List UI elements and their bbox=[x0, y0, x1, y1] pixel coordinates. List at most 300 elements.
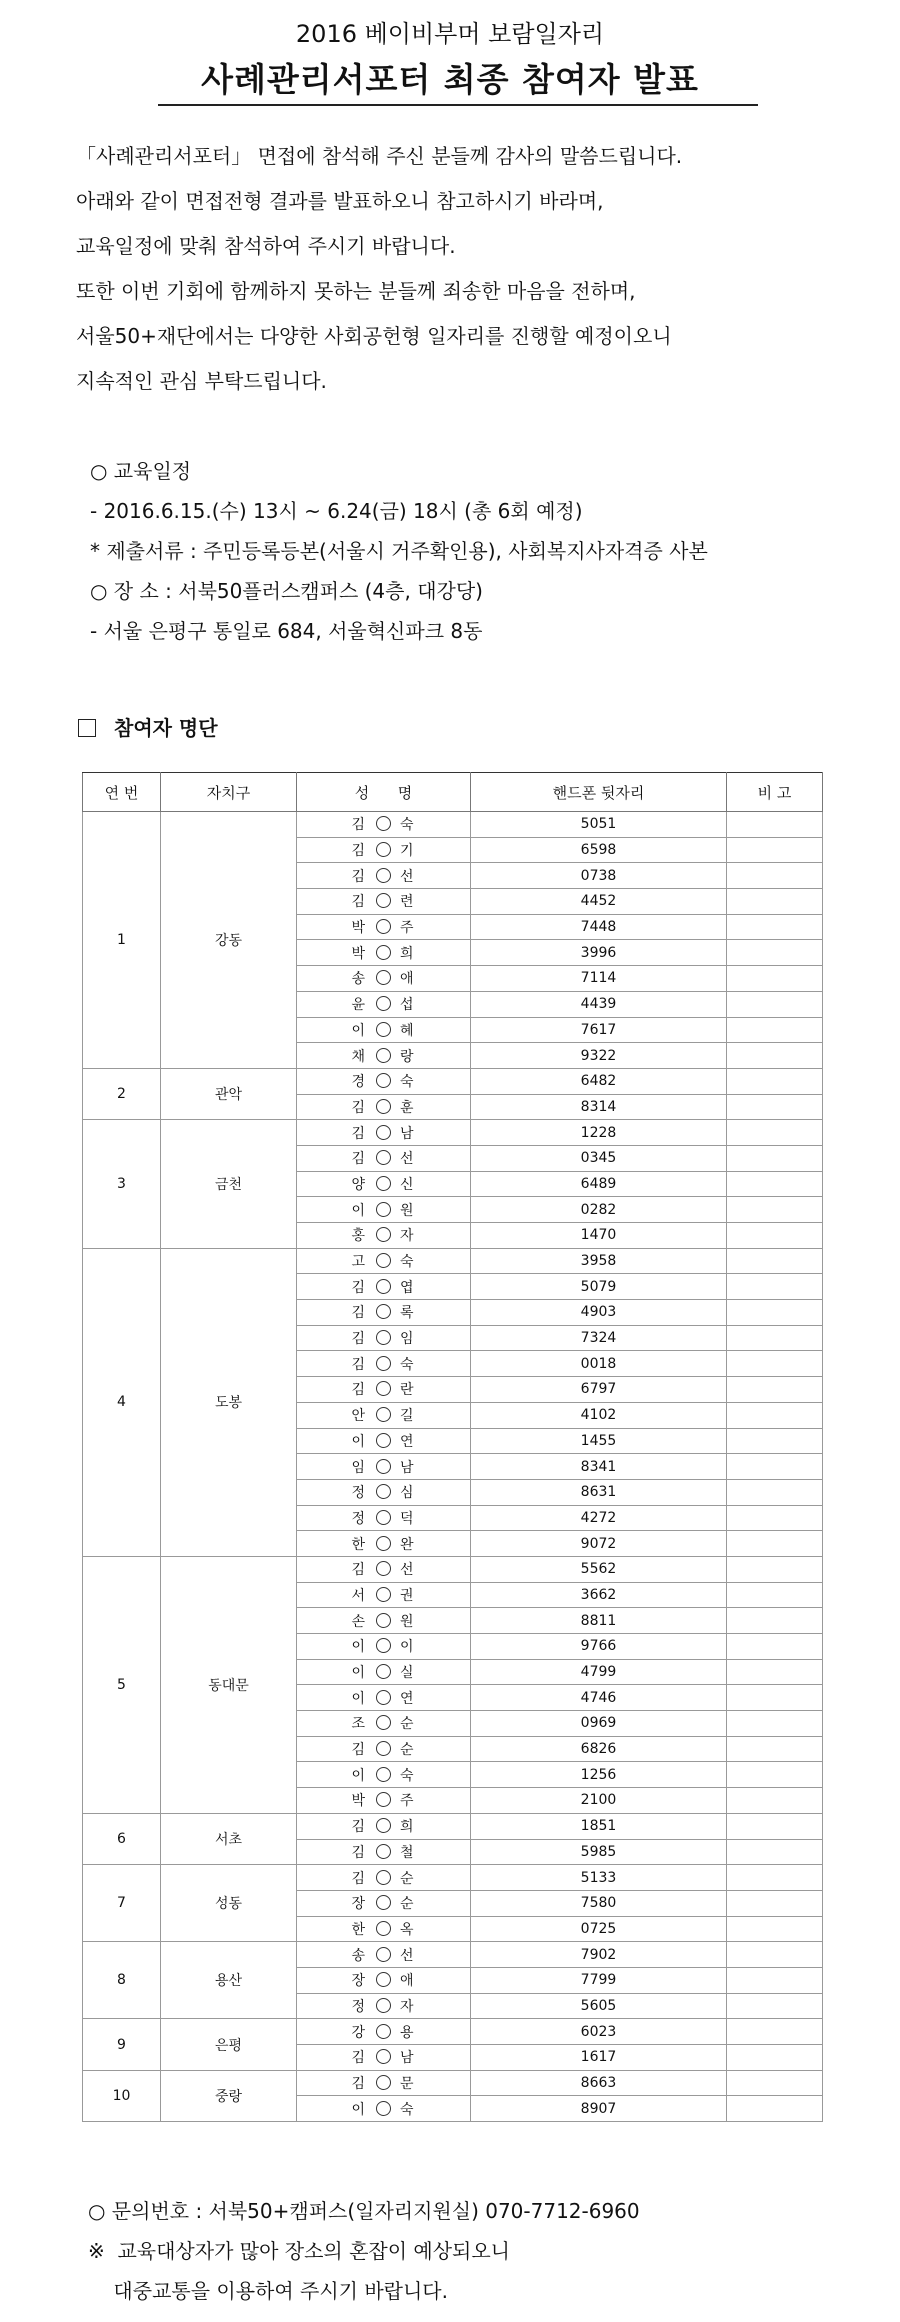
phone-last-digits: 5079 bbox=[471, 1274, 727, 1300]
note-cell bbox=[727, 1428, 823, 1454]
participant-name bbox=[297, 1839, 471, 1865]
table-row bbox=[83, 1813, 823, 1839]
phone-last-digits: 4439 bbox=[471, 991, 727, 1017]
group-district: 동대문 bbox=[161, 1556, 297, 1813]
table-body bbox=[83, 812, 823, 2122]
name-family: 장 bbox=[351, 1896, 367, 1913]
group-district: 성동 bbox=[161, 1865, 297, 1942]
intro-paragraph bbox=[76, 140, 856, 410]
name-family: 이 bbox=[351, 1433, 367, 1450]
name-family: 정 bbox=[351, 1998, 367, 2015]
name-family: 김 bbox=[351, 1742, 367, 1759]
phone-last-digits: 1455 bbox=[471, 1428, 727, 1454]
phone-last-digits: 7799 bbox=[471, 1967, 727, 1993]
name-family: 김 bbox=[351, 1151, 367, 1168]
name-family: 한 bbox=[351, 1921, 367, 1938]
phone-last-digits: 4746 bbox=[471, 1685, 727, 1711]
participant-name bbox=[297, 1325, 471, 1351]
masked-circle-icon bbox=[376, 1125, 391, 1140]
page-title: 사례관리서포터 최종 참여자 발표 bbox=[201, 60, 699, 99]
intro-line: 아래와 같이 면접전형 결과를 발표하오니 참고하시기 바라며, bbox=[76, 189, 604, 213]
masked-circle-icon bbox=[376, 1664, 391, 1679]
name-family: 조 bbox=[351, 1716, 367, 1733]
name-given: 애 bbox=[400, 1973, 416, 1990]
participant-name bbox=[297, 1120, 471, 1146]
participant-name bbox=[297, 1171, 471, 1197]
name-given: 권 bbox=[400, 1587, 416, 1604]
name-family: 송 bbox=[351, 971, 367, 988]
masked-circle-icon bbox=[376, 1587, 391, 1602]
name-family: 고 bbox=[351, 1254, 367, 1271]
col-header-number: 연 번 bbox=[83, 773, 161, 812]
note-cell bbox=[727, 1556, 823, 1582]
masked-circle-icon bbox=[376, 1279, 391, 1294]
phone-last-digits: 6797 bbox=[471, 1377, 727, 1403]
note-cell bbox=[727, 1865, 823, 1891]
participant-name bbox=[297, 1402, 471, 1428]
masked-circle-icon bbox=[376, 1844, 391, 1859]
masked-circle-icon bbox=[376, 1561, 391, 1576]
phone-last-digits: 8314 bbox=[471, 1094, 727, 1120]
note-cell bbox=[727, 991, 823, 1017]
phone-last-digits: 4903 bbox=[471, 1300, 727, 1326]
name-given: 숙 bbox=[400, 2101, 416, 2118]
name-given: 애 bbox=[400, 971, 416, 988]
masked-circle-icon bbox=[376, 1433, 391, 1448]
name-given: 자 bbox=[400, 1228, 416, 1245]
name-given: 심 bbox=[400, 1485, 416, 1502]
name-family: 이 bbox=[351, 1639, 367, 1656]
participant-name bbox=[297, 1274, 471, 1300]
name-given: 문 bbox=[400, 2076, 416, 2093]
phone-last-digits: 1851 bbox=[471, 1813, 727, 1839]
name-family: 박 bbox=[351, 1793, 367, 1810]
masked-circle-icon bbox=[376, 1048, 391, 1063]
note-cell bbox=[727, 2070, 823, 2096]
name-given: 덕 bbox=[400, 1510, 416, 1527]
name-family: 강 bbox=[351, 2024, 367, 2041]
name-given: 희 bbox=[400, 1819, 416, 1836]
note-cell bbox=[727, 1094, 823, 1120]
checkbox-square-icon bbox=[78, 719, 96, 737]
masked-circle-icon bbox=[376, 1947, 391, 1962]
masked-circle-icon bbox=[376, 970, 391, 985]
note-cell bbox=[727, 1248, 823, 1274]
phone-last-digits: 7114 bbox=[471, 966, 727, 992]
phone-last-digits: 2100 bbox=[471, 1788, 727, 1814]
group-number: 6 bbox=[83, 1813, 161, 1864]
name-given: 철 bbox=[400, 1844, 416, 1861]
name-given: 랑 bbox=[400, 1048, 416, 1065]
note-cell bbox=[727, 966, 823, 992]
footer-line: 대중교통을 이용하여 주시기 바랍니다. bbox=[88, 2279, 448, 2303]
name-given: 희 bbox=[400, 945, 416, 962]
name-family: 김 bbox=[351, 1870, 367, 1887]
name-family: 김 bbox=[351, 843, 367, 860]
intro-line: 또한 이번 기회에 함께하지 못하는 분들께 죄송한 마음을 전하며, bbox=[76, 279, 636, 303]
masked-circle-icon bbox=[376, 1150, 391, 1165]
note-cell bbox=[727, 837, 823, 863]
table-row bbox=[83, 1248, 823, 1274]
participant-name bbox=[297, 1454, 471, 1480]
masked-circle-icon bbox=[376, 1022, 391, 1037]
name-family: 이 bbox=[351, 2101, 367, 2118]
phone-last-digits: 6598 bbox=[471, 837, 727, 863]
phone-last-digits: 5562 bbox=[471, 1556, 727, 1582]
group-district: 서초 bbox=[161, 1813, 297, 1864]
masked-circle-icon bbox=[376, 1921, 391, 1936]
name-family: 김 bbox=[351, 1382, 367, 1399]
participant-name bbox=[297, 1479, 471, 1505]
note-cell bbox=[727, 889, 823, 915]
phone-last-digits: 5985 bbox=[471, 1839, 727, 1865]
table-row bbox=[83, 2070, 823, 2096]
phone-last-digits: 0969 bbox=[471, 1711, 727, 1737]
name-given: 선 bbox=[400, 1151, 416, 1168]
participant-name bbox=[297, 1248, 471, 1274]
participant-name bbox=[297, 1428, 471, 1454]
table-row bbox=[83, 2019, 823, 2045]
participant-name bbox=[297, 1223, 471, 1249]
footer-line: ※ 교육대상자가 많아 장소의 혼잡이 예상되오니 bbox=[88, 2239, 510, 2263]
note-cell bbox=[727, 2045, 823, 2071]
name-given: 남 bbox=[400, 1125, 416, 1142]
participant-name bbox=[297, 1377, 471, 1403]
masked-circle-icon bbox=[376, 1767, 391, 1782]
participant-name bbox=[297, 1608, 471, 1634]
name-family: 이 bbox=[351, 1767, 367, 1784]
note-cell bbox=[727, 1145, 823, 1171]
masked-circle-icon bbox=[376, 1613, 391, 1628]
phone-last-digits: 6489 bbox=[471, 1171, 727, 1197]
participant-name bbox=[297, 1659, 471, 1685]
name-family: 정 bbox=[351, 1510, 367, 1527]
name-given: 숙 bbox=[400, 1767, 416, 1784]
name-given: 숙 bbox=[400, 817, 416, 834]
name-given: 련 bbox=[400, 894, 416, 911]
note-cell bbox=[727, 1454, 823, 1480]
participant-name bbox=[297, 1685, 471, 1711]
name-family: 김 bbox=[351, 2050, 367, 2067]
name-given: 연 bbox=[400, 1690, 416, 1707]
phone-last-digits: 0725 bbox=[471, 1916, 727, 1942]
name-given: 임 bbox=[400, 1331, 416, 1348]
group-number: 7 bbox=[83, 1865, 161, 1942]
name-given: 순 bbox=[400, 1870, 416, 1887]
participant-name bbox=[297, 1043, 471, 1069]
masked-circle-icon bbox=[376, 1638, 391, 1653]
note-cell bbox=[727, 1300, 823, 1326]
section-heading bbox=[78, 712, 218, 741]
name-family: 정 bbox=[351, 1485, 367, 1502]
name-given: 선 bbox=[400, 1562, 416, 1579]
note-cell bbox=[727, 940, 823, 966]
phone-last-digits: 6023 bbox=[471, 2019, 727, 2045]
name-family: 이 bbox=[351, 1690, 367, 1707]
masked-circle-icon bbox=[376, 2024, 391, 2039]
phone-last-digits: 5605 bbox=[471, 1993, 727, 2019]
name-given: 란 bbox=[400, 1382, 416, 1399]
participant-name bbox=[297, 914, 471, 940]
note-cell bbox=[727, 812, 823, 838]
participant-name bbox=[297, 1788, 471, 1814]
phone-last-digits: 4272 bbox=[471, 1505, 727, 1531]
phone-last-digits: 7902 bbox=[471, 1942, 727, 1968]
participant-name bbox=[297, 1068, 471, 1094]
table-row bbox=[83, 1556, 823, 1582]
group-number: 3 bbox=[83, 1120, 161, 1248]
section-title: 참여자 명단 bbox=[114, 716, 218, 740]
note-cell bbox=[727, 1120, 823, 1146]
note-cell bbox=[727, 1839, 823, 1865]
note-cell bbox=[727, 1223, 823, 1249]
name-family: 김 bbox=[351, 1331, 367, 1348]
note-cell bbox=[727, 1479, 823, 1505]
group-number: 10 bbox=[83, 2070, 161, 2121]
note-cell bbox=[727, 1274, 823, 1300]
phone-last-digits: 4799 bbox=[471, 1659, 727, 1685]
note-cell bbox=[727, 914, 823, 940]
info-line: ○ 교육일정 bbox=[90, 459, 192, 483]
masked-circle-icon bbox=[376, 1099, 391, 1114]
name-family: 장 bbox=[351, 1973, 367, 1990]
participant-name bbox=[297, 2096, 471, 2122]
masked-circle-icon bbox=[376, 1356, 391, 1371]
name-family: 김 bbox=[351, 1305, 367, 1322]
intro-line: 서울50+재단에서는 다양한 사회공헌형 일자리를 진행할 예정이오니 bbox=[76, 324, 672, 348]
page-subtitle: 2016 베이비부머 보람일자리 bbox=[295, 20, 605, 48]
phone-last-digits: 5133 bbox=[471, 1865, 727, 1891]
note-cell bbox=[727, 1505, 823, 1531]
name-family: 김 bbox=[351, 868, 367, 885]
phone-last-digits: 0345 bbox=[471, 1145, 727, 1171]
masked-circle-icon bbox=[376, 945, 391, 960]
participant-name bbox=[297, 1711, 471, 1737]
masked-circle-icon bbox=[376, 1741, 391, 1756]
group-district: 관악 bbox=[161, 1068, 297, 1119]
masked-circle-icon bbox=[376, 1998, 391, 2013]
phone-last-digits: 3958 bbox=[471, 1248, 727, 1274]
phone-last-digits: 6826 bbox=[471, 1736, 727, 1762]
name-family: 홍 bbox=[351, 1228, 367, 1245]
phone-last-digits: 1256 bbox=[471, 1762, 727, 1788]
group-district: 용산 bbox=[161, 1942, 297, 2019]
group-number: 1 bbox=[83, 812, 161, 1069]
col-header-phone: 핸드폰 뒷자리 bbox=[471, 773, 727, 812]
participant-name bbox=[297, 1531, 471, 1557]
note-cell bbox=[727, 1762, 823, 1788]
masked-circle-icon bbox=[376, 1510, 391, 1525]
participant-name bbox=[297, 1582, 471, 1608]
participant-name bbox=[297, 812, 471, 838]
note-cell bbox=[727, 1171, 823, 1197]
phone-last-digits: 8631 bbox=[471, 1479, 727, 1505]
masked-circle-icon bbox=[376, 816, 391, 831]
table-row bbox=[83, 1942, 823, 1968]
participant-name bbox=[297, 991, 471, 1017]
participant-name bbox=[297, 1967, 471, 1993]
phone-last-digits: 1617 bbox=[471, 2045, 727, 2071]
participant-name bbox=[297, 1145, 471, 1171]
table-row bbox=[83, 1120, 823, 1146]
name-given: 실 bbox=[400, 1665, 416, 1682]
name-given: 주 bbox=[400, 920, 416, 937]
name-given: 숙 bbox=[400, 1074, 416, 1091]
participant-name bbox=[297, 863, 471, 889]
group-number: 2 bbox=[83, 1068, 161, 1119]
name-family: 김 bbox=[351, 1844, 367, 1861]
masked-circle-icon bbox=[376, 1690, 391, 1705]
name-given: 기 bbox=[400, 843, 416, 860]
group-number: 9 bbox=[83, 2019, 161, 2070]
masked-circle-icon bbox=[376, 1818, 391, 1833]
masked-circle-icon bbox=[376, 1253, 391, 1268]
participant-name bbox=[297, 1942, 471, 1968]
name-given: 원 bbox=[400, 1202, 416, 1219]
name-family: 송 bbox=[351, 1947, 367, 1964]
masked-circle-icon bbox=[376, 1330, 391, 1345]
phone-last-digits: 9322 bbox=[471, 1043, 727, 1069]
name-given: 용 bbox=[400, 2024, 416, 2041]
info-line: * 제출서류 : 주민등록등본(서울시 거주확인용), 사회복지사자격증 사본 bbox=[90, 539, 708, 563]
col-header-name: 성 명 bbox=[297, 773, 471, 812]
participant-name bbox=[297, 889, 471, 915]
masked-circle-icon bbox=[376, 1484, 391, 1499]
name-family: 윤 bbox=[351, 997, 367, 1014]
name-family: 이 bbox=[351, 1022, 367, 1039]
phone-last-digits: 7448 bbox=[471, 914, 727, 940]
intro-line: 교육일정에 맞춰 참석하여 주시기 바랍니다. bbox=[76, 234, 456, 258]
name-given: 남 bbox=[400, 2050, 416, 2067]
name-family: 임 bbox=[351, 1459, 367, 1476]
note-cell bbox=[727, 1916, 823, 1942]
phone-last-digits: 3996 bbox=[471, 940, 727, 966]
participant-name bbox=[297, 1197, 471, 1223]
name-given: 혜 bbox=[400, 1022, 416, 1039]
name-given: 순 bbox=[400, 1716, 416, 1733]
phone-last-digits: 7617 bbox=[471, 1017, 727, 1043]
note-cell bbox=[727, 1043, 823, 1069]
col-header-district: 자치구 bbox=[161, 773, 297, 812]
education-info bbox=[90, 455, 870, 655]
name-family: 서 bbox=[351, 1587, 367, 1604]
name-given: 록 bbox=[400, 1305, 416, 1322]
note-cell bbox=[727, 1325, 823, 1351]
participant-name bbox=[297, 940, 471, 966]
note-cell bbox=[727, 1068, 823, 1094]
info-line: ○ 장 소 : 서북50플러스캠퍼스 (4층, 대강당) bbox=[90, 579, 483, 603]
participant-name bbox=[297, 1993, 471, 2019]
intro-line: 「사례관리서포터」 면접에 참석해 주신 분들께 감사의 말씀드립니다. bbox=[76, 144, 683, 168]
participant-name bbox=[297, 1556, 471, 1582]
name-given: 순 bbox=[400, 1896, 416, 1913]
note-cell bbox=[727, 1813, 823, 1839]
group-district: 강동 bbox=[161, 812, 297, 1069]
note-cell bbox=[727, 2019, 823, 2045]
group-district: 도봉 bbox=[161, 1248, 297, 1556]
name-family: 김 bbox=[351, 894, 367, 911]
col-header-note: 비 고 bbox=[727, 773, 823, 812]
name-given: 선 bbox=[400, 868, 416, 885]
title-divider bbox=[158, 104, 758, 106]
masked-circle-icon bbox=[376, 1381, 391, 1396]
participant-name bbox=[297, 1351, 471, 1377]
name-given: 연 bbox=[400, 1433, 416, 1450]
footer-line: ○ 문의번호 : 서북50+캠퍼스(일자리지원실) 070-7712-6960 bbox=[88, 2199, 640, 2223]
note-cell bbox=[727, 1993, 823, 2019]
name-given: 주 bbox=[400, 1793, 416, 1810]
phone-last-digits: 7324 bbox=[471, 1325, 727, 1351]
phone-last-digits: 4452 bbox=[471, 889, 727, 915]
phone-last-digits: 8811 bbox=[471, 1608, 727, 1634]
note-cell bbox=[727, 2096, 823, 2122]
participant-name bbox=[297, 1505, 471, 1531]
name-given: 남 bbox=[400, 1459, 416, 1476]
masked-circle-icon bbox=[376, 1176, 391, 1191]
group-number: 8 bbox=[83, 1942, 161, 2019]
phone-last-digits: 1228 bbox=[471, 1120, 727, 1146]
phone-last-digits: 8341 bbox=[471, 1454, 727, 1480]
group-number: 5 bbox=[83, 1556, 161, 1813]
phone-last-digits: 6482 bbox=[471, 1068, 727, 1094]
note-cell bbox=[727, 863, 823, 889]
participant-name bbox=[297, 1094, 471, 1120]
masked-circle-icon bbox=[376, 1972, 391, 1987]
phone-last-digits: 7580 bbox=[471, 1890, 727, 1916]
name-family: 김 bbox=[351, 817, 367, 834]
note-cell bbox=[727, 1685, 823, 1711]
info-line: - 서울 은평구 통일로 684, 서울혁신파크 8동 bbox=[90, 619, 483, 643]
info-line: - 2016.6.15.(수) 13시 ~ 6.24(금) 18시 (총 6회 예정) bbox=[90, 499, 583, 523]
participant-name bbox=[297, 1865, 471, 1891]
table-header-row bbox=[83, 773, 823, 812]
note-cell bbox=[727, 1634, 823, 1660]
note-cell bbox=[727, 1942, 823, 1968]
masked-circle-icon bbox=[376, 1536, 391, 1551]
masked-circle-icon bbox=[376, 893, 391, 908]
name-given: 순 bbox=[400, 1742, 416, 1759]
table-row bbox=[83, 1068, 823, 1094]
masked-circle-icon bbox=[376, 1715, 391, 1730]
name-family: 한 bbox=[351, 1536, 367, 1553]
name-family: 김 bbox=[351, 1279, 367, 1296]
name-given: 섭 bbox=[400, 997, 416, 1014]
name-given: 신 bbox=[400, 1176, 416, 1193]
phone-last-digits: 9766 bbox=[471, 1634, 727, 1660]
masked-circle-icon bbox=[376, 1870, 391, 1885]
name-family: 김 bbox=[351, 1125, 367, 1142]
note-cell bbox=[727, 1890, 823, 1916]
name-family: 박 bbox=[351, 920, 367, 937]
name-given: 선 bbox=[400, 1947, 416, 1964]
note-cell bbox=[727, 1402, 823, 1428]
phone-last-digits: 1470 bbox=[471, 1223, 727, 1249]
participant-name bbox=[297, 2070, 471, 2096]
name-family: 채 bbox=[351, 1048, 367, 1065]
note-cell bbox=[727, 1582, 823, 1608]
masked-circle-icon bbox=[376, 1459, 391, 1474]
name-given: 엽 bbox=[400, 1279, 416, 1296]
contact-info bbox=[88, 2195, 868, 2315]
name-family: 경 bbox=[351, 1074, 367, 1091]
name-family: 김 bbox=[351, 1356, 367, 1373]
masked-circle-icon bbox=[376, 919, 391, 934]
masked-circle-icon bbox=[376, 1407, 391, 1422]
masked-circle-icon bbox=[376, 996, 391, 1011]
name-family: 안 bbox=[351, 1408, 367, 1425]
intro-line: 지속적인 관심 부탁드립니다. bbox=[76, 369, 327, 393]
name-family: 김 bbox=[351, 1562, 367, 1579]
